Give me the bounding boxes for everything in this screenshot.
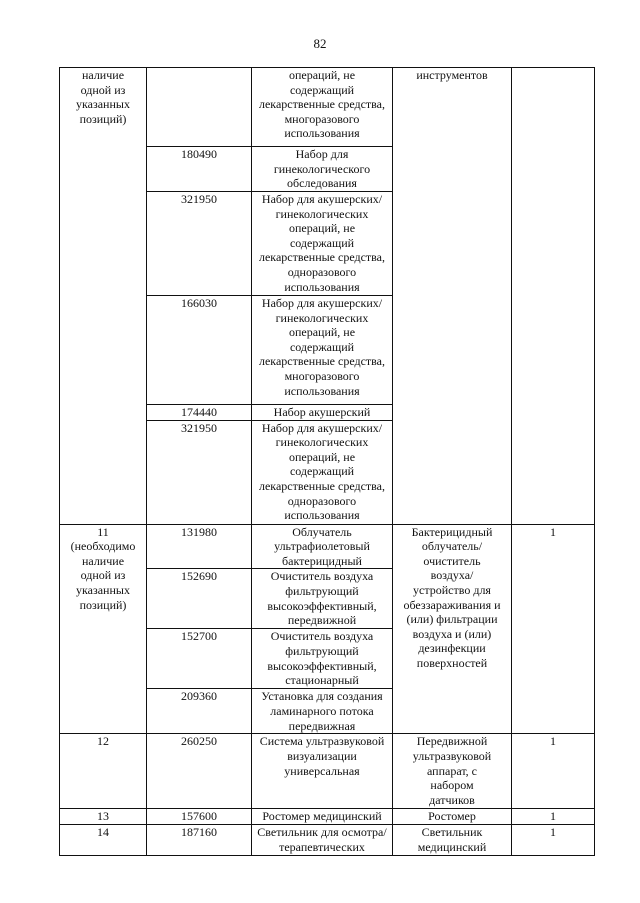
equipment-name-cell: Система ультразвуковой визуализации универсальная [252,734,393,809]
code-cell: 174440 [147,405,252,421]
equipment-name-cell: Набор для акушерских/ гинекологических операций, не содержащий лекарственные средства, одноразового использования [252,192,393,296]
quantity-cell: 1 [512,734,595,809]
code-cell: 260250 [147,734,252,809]
equipment-name-cell: Набор для акушерских/ гинекологических операций, не содержащий лекарственные средства, многоразового использования [252,296,393,405]
requirement-cell: Ростомер [393,809,512,825]
equipment-name-cell: операций, не содержащий лекарственные средства, многоразового использования [252,68,393,147]
quantity-cell [512,68,595,525]
requirement-cell: инструментов [393,68,512,525]
equipment-name-cell: Очиститель воздуха фильтрующий высокоэффективный, стационарный [252,629,393,689]
row-number-cell: наличие одной из указанных позиций) [60,68,147,525]
requirement-cell: Бактерицидный облучатель/ очиститель воздуха/ устройство для обеззараживания и (или) фильтрации воздуха и (или) дезинфекции поверхностей [393,524,512,734]
quantity-cell: 1 [512,825,595,855]
quantity-cell: 1 [512,524,595,734]
equipment-name-cell: Светильник для осмотра/ терапевтических [252,825,393,855]
code-cell: 152690 [147,569,252,629]
row-number-cell: 13 [60,809,147,825]
requirement-cell: Передвижной ультразвуковой аппарат, с набором датчиков [393,734,512,809]
equipment-name-cell: Набор для акушерских/ гинекологических операций, не содержащий лекарственные средства, одноразового использования [252,420,393,524]
equipment-name-cell: Облучатель ультрафиолетовый бактерицидный [252,524,393,569]
row-number-cell: 12 [60,734,147,809]
equipment-name-cell: Очиститель воздуха фильтрующий высокоэффективный, передвижной [252,569,393,629]
table-row [60,825,595,855]
quantity-cell: 1 [512,809,595,825]
equipment-name-cell: Набор для гинекологического обследования [252,147,393,192]
equipment-name-cell: Установка для создания ламинарного потока передвижная [252,689,393,734]
page-number: 82 [313,36,327,51]
code-cell: 152700 [147,629,252,689]
equipment-name-cell: Ростомер медицинский [252,809,393,825]
row-number-cell: 11 (необходимо наличие одной из указанных позиций) [60,524,147,734]
code-cell: 209360 [147,689,252,734]
requirement-cell: Светильник медицинский [393,825,512,855]
code-cell: 321950 [147,420,252,524]
equipment-name-cell: Набор акушерский [252,405,393,421]
table-row [60,809,595,825]
code-cell: 166030 [147,296,252,405]
code-cell: 157600 [147,809,252,825]
equipment-table [59,67,595,856]
code-cell: 180490 [147,147,252,192]
code-cell: 321950 [147,192,252,296]
row-number-cell: 14 [60,825,147,855]
table-row [60,524,595,569]
table-row [60,734,595,809]
code-cell: 187160 [147,825,252,855]
code-cell: 131980 [147,524,252,569]
code-cell [147,68,252,147]
table-row [60,68,595,147]
